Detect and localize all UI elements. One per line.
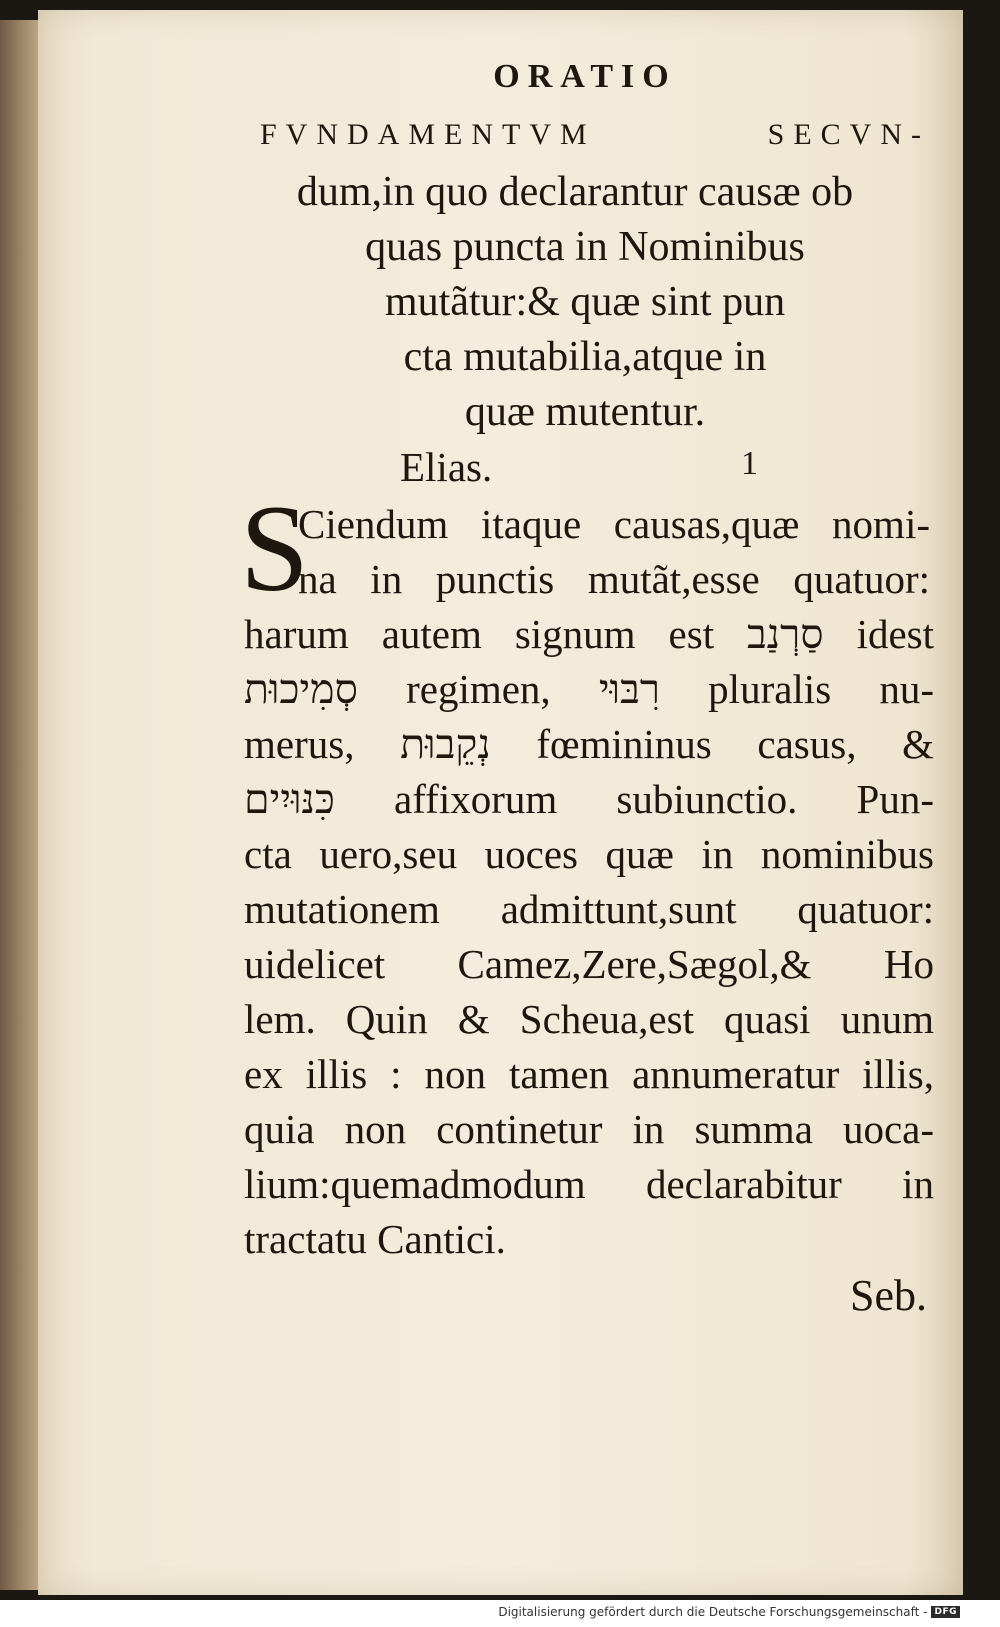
body-line: כִּנּוּיִים affixorum subiunctio. Pun- (244, 776, 934, 822)
body-line: cta uero,seu uoces quæ in nominibus (244, 831, 934, 877)
body-line: na in punctis mutãt,esse quatuor: (298, 556, 930, 602)
body-line: uidelicet Camez,Zere,Sægol,& Ho (244, 941, 934, 987)
drop-capital: S (240, 480, 309, 617)
body-line: lem. Quin & Scheua,est quasi unum (244, 996, 934, 1042)
section-number: 1 (741, 445, 758, 482)
body-line: merus, נְקֵבוּת fœmininus casus, & (244, 721, 934, 767)
running-head: ORATIO (493, 58, 677, 95)
body-line: harum autem signum est סַרְנַב idest (244, 611, 935, 657)
section-title-line-3: quas puncta in Nominibus (365, 224, 805, 270)
body-line: tractatu Cantici. (244, 1216, 506, 1262)
body-line: mutationem admittunt,sunt quatuor: (244, 886, 934, 932)
section-title-line-2: dum,in quo declarantur causæ ob (296, 169, 854, 215)
section-title-line-6: quæ mutentur. (464, 389, 706, 435)
digitization-footer (498, 1605, 960, 1619)
body-line: quia non continetur in summa uoca- (244, 1106, 934, 1152)
dfg-logo: DFG (931, 1606, 960, 1618)
section-title-line-5: cta mutabilia,atque in (403, 334, 767, 380)
speaker-name: Elias. (400, 444, 493, 490)
body-line: Ciendum itaque causas,quæ nomi- (298, 501, 930, 547)
body-line: סְמִיכוּת regimen, רִבּוּי pluralis nu- (244, 666, 934, 712)
body-line: ex illis : non tamen annumeratur illis, (244, 1051, 934, 1097)
section-title-line-4: mutãtur:& quæ sint pun (384, 279, 786, 325)
catchword: Seb. (850, 1271, 927, 1320)
footer-credit-text: Digitalisierung gefördert durch die Deutsche Forschungsgemeinschaft - (498, 1605, 928, 1619)
section-title-line-1: FVNDAMENTVM SECVN- (260, 118, 930, 151)
body-line: lium:quemadmodum declarabitur in (244, 1161, 934, 1207)
